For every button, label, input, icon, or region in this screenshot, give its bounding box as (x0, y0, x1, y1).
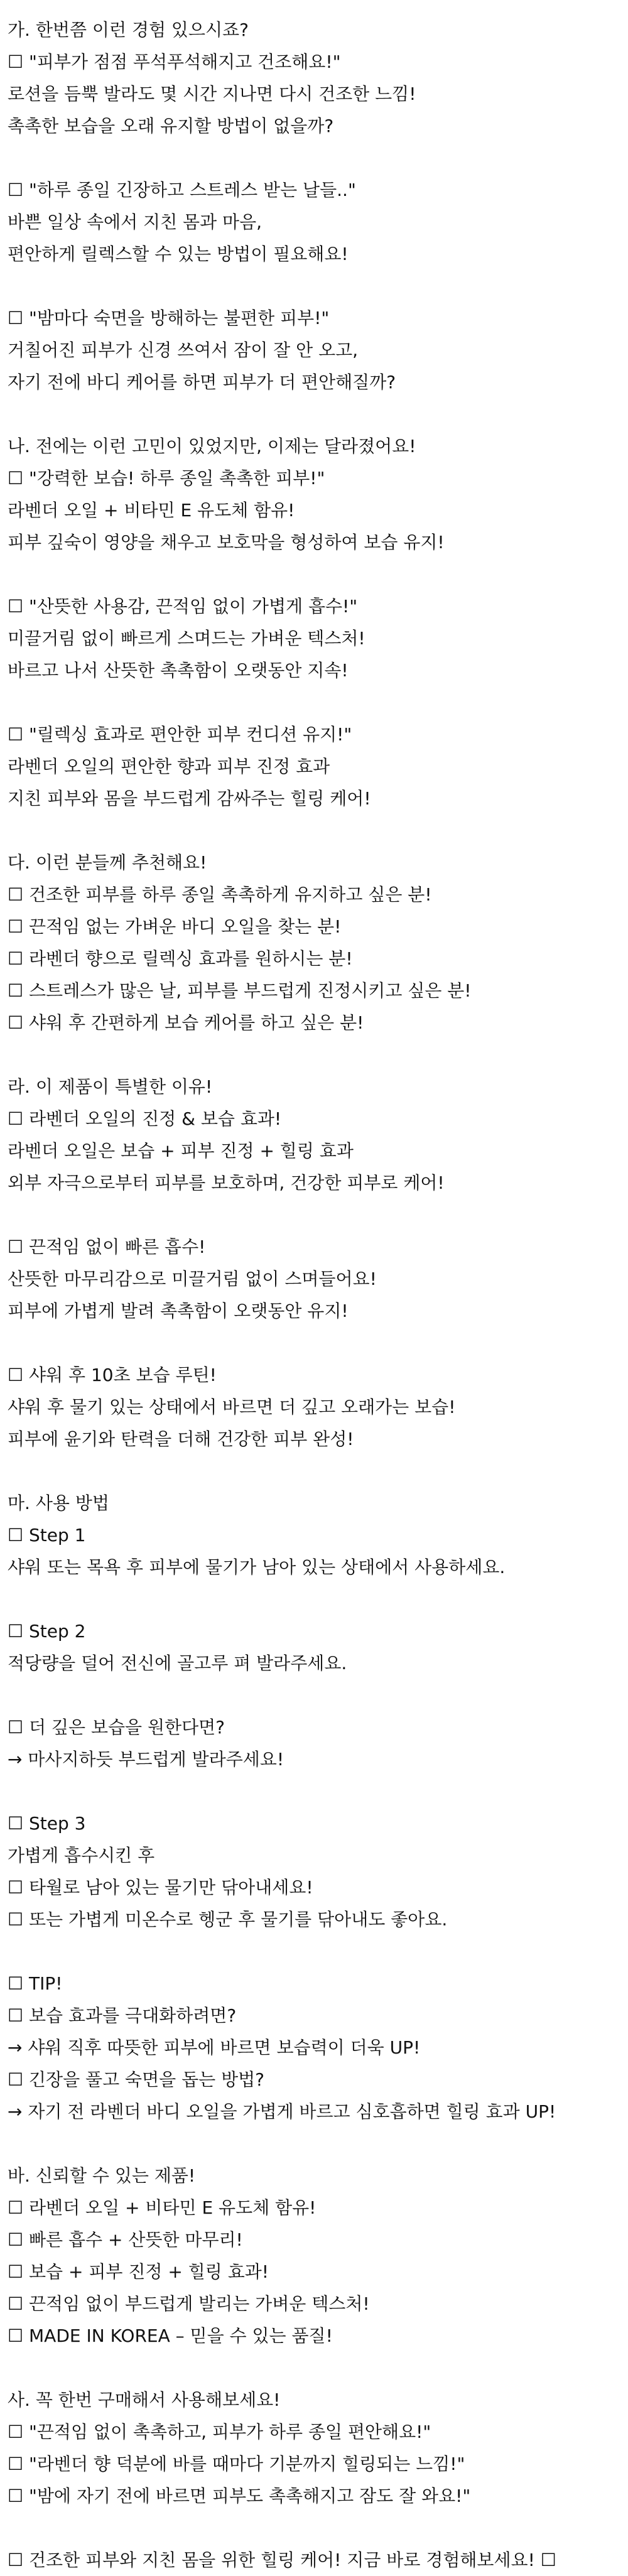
text-line: 라벤더 오일 + 비타민 E 유도체 함유! (8, 500, 295, 521)
blank-line (8, 2352, 620, 2384)
text-line: ☐ "끈적임 없이 촉촉하고, 피부가 하루 종일 편안해요!" (8, 2422, 431, 2442)
text-line: ☐ 타월로 남아 있는 물기만 닦아내세요! (8, 1877, 313, 1898)
text-line: 바. 신뢰할 수 있는 제품! (8, 2165, 196, 2186)
text-line: ☐ "릴렉싱 효과로 편안한 피부 컨디션 유지!" (8, 724, 352, 745)
text-line: ☐ "밤마다 숙면을 방해하는 불편한 피부!" (8, 308, 330, 328)
text-line: 피부에 가볍게 발려 촉촉함이 오랫동안 유지! (8, 1301, 349, 1321)
text-line: → 마사지하듯 부드럽게 발라주세요! (8, 1749, 284, 1770)
blank-line (8, 142, 620, 174)
text-line: ☐ "하루 종일 긴장하고 스트레스 받는 날들.." (8, 180, 356, 200)
text-line: ☐ 긴장을 풀고 숙면을 돕는 방법? (8, 2069, 265, 2090)
text-line: 라. 이 제품이 특별한 이유! (8, 1076, 213, 1097)
text-line: 산뜻한 마무리감으로 미끌거림 없이 스며들어요! (8, 1269, 377, 1289)
blank-line (8, 1327, 620, 1359)
blank-line (8, 2128, 620, 2160)
text-line: 바쁜 일상 속에서 지친 몸과 마음, (8, 212, 263, 232)
text-line: ☐ 보습 + 피부 진정 + 힐링 효과! (8, 2261, 269, 2282)
text-line: ☐ "라벤더 향 덕분에 바를 때마다 기분까지 힐링되는 느낌!" (8, 2454, 465, 2474)
text-line: ☐ "밤에 자기 전에 바르면 피부도 촉촉해지고 잠도 잘 와요!" (8, 2486, 471, 2506)
text-line: ☐ 끈적임 없는 가벼운 바디 오일을 찾는 분! (8, 916, 342, 937)
blank-line (8, 2512, 620, 2544)
text-line: 가볍게 흡수시킨 후 (8, 1845, 155, 1866)
text-line: 미끌거림 없이 빠르게 스며드는 가벼운 텍스처! (8, 628, 365, 649)
text-line: 외부 자극으로부터 피부를 보호하며, 건강한 피부로 케어! (8, 1172, 445, 1193)
text-line: 바르고 나서 산뜻한 촉촉함이 오랫동안 지속! (8, 660, 349, 681)
text-line: 사. 꼭 한번 구매해서 사용해보세요! (8, 2389, 281, 2410)
text-line: 다. 이런 분들께 추천해요! (8, 852, 207, 873)
blank-line (8, 1775, 620, 1807)
text-line: ☐ 라벤더 오일의 진정 & 보습 효과! (8, 1108, 282, 1129)
text-line: ☐ MADE IN KOREA – 믿을 수 있는 품질! (8, 2325, 333, 2346)
blank-line (8, 814, 620, 847)
text-line: 촉촉한 보습을 오래 유지할 방법이 없을까? (8, 116, 334, 136)
text-line: ☐ 더 깊은 보습을 원한다면? (8, 1717, 225, 1738)
text-line: ☐ 또는 가볍게 미온수로 헹군 후 물기를 닦아내도 좋아요. (8, 1909, 448, 1930)
text-line: 피부 깊숙이 영양을 채우고 보호막을 형성하여 보습 유지! (8, 532, 445, 553)
text-line: 편안하게 릴렉스할 수 있는 방법이 필요해요! (8, 244, 349, 264)
blank-line (8, 270, 620, 302)
text-line: ☐ 건조한 피부와 지친 몸을 위한 힐링 케어! 지금 바로 경험해보세요! ☐ (8, 2550, 556, 2570)
text-line: ☐ "산뜻한 사용감, 끈적임 없이 가볍게 흡수!" (8, 596, 358, 617)
text-line: 자기 전에 바디 케어를 하면 피부가 더 편안해질까? (8, 372, 396, 392)
text-line: 나. 전에는 이런 고민이 있었지만, 이제는 달라졌어요! (8, 436, 416, 457)
blank-line (8, 1935, 620, 1967)
blank-line (8, 1455, 620, 1487)
text-line: ☐ 라벤더 오일 + 비타민 E 유도체 함유! (8, 2197, 317, 2218)
text-line: ☐ 끈적임 없이 빠른 흡수! (8, 1237, 206, 1257)
blank-line (8, 558, 620, 590)
text-line: → 자기 전 라벤더 바디 오일을 가볍게 바르고 심호흡하면 힐링 효과 UP! (8, 2101, 556, 2122)
text-line: ☐ 끈적임 없이 부드럽게 발리는 가벼운 텍스처! (8, 2293, 370, 2314)
text-line: ☐ 샤워 후 10초 보습 루틴! (8, 1365, 217, 1385)
text-line: ☐ 건조한 피부를 하루 종일 촉촉하게 유지하고 싶은 분! (8, 884, 432, 905)
text-line: 라벤더 오일은 보습 + 피부 진정 + 힐링 효과 (8, 1140, 354, 1161)
text-line: ☐ 빠른 흡수 + 산뜻한 마무리! (8, 2229, 243, 2250)
text-line: 라벤더 오일의 편안한 향과 피부 진정 효과 (8, 756, 330, 777)
text-line: ☐ Step 3 (8, 1813, 86, 1834)
text-line: ☐ 라벤더 향으로 릴렉싱 효과를 원하시는 분! (8, 948, 353, 969)
text-line: 지친 피부와 몸을 부드럽게 감싸주는 힐링 케어! (8, 788, 371, 809)
blank-line (8, 1039, 620, 1071)
text-line: ☐ 스트레스가 많은 날, 피부를 부드럽게 진정시키고 싶은 분! (8, 980, 472, 1001)
text-line: 적당량을 덜어 전신에 골고루 펴 발라주세요. (8, 1653, 347, 1674)
text-line: 가. 한번쯤 이런 경험 있으시죠? (8, 19, 249, 40)
text-line: 샤워 후 물기 있는 상태에서 바르면 더 깊고 오래가는 보습! (8, 1397, 456, 1417)
blank-line (8, 1583, 620, 1615)
blank-line (8, 1679, 620, 1711)
product-description-document (8, 14, 620, 2576)
text-line: 거칠어진 피부가 신경 쓰여서 잠이 잘 안 오고, (8, 340, 359, 360)
text-line: ☐ 보습 효과를 극대화하려면? (8, 2005, 237, 2026)
text-line: ☐ Step 2 (8, 1621, 86, 1642)
blank-line (8, 686, 620, 718)
text-line: → 샤워 직후 따뜻한 피부에 바르면 보습력이 더욱 UP! (8, 2037, 421, 2058)
blank-line (8, 398, 620, 430)
text-line: 피부에 윤기와 탄력을 더해 건강한 피부 완성! (8, 1429, 354, 1449)
text-line: ☐ "피부가 점점 푸석푸석해지고 건조해요!" (8, 51, 341, 72)
blank-line (8, 1199, 620, 1231)
text-line: 로션을 듬뿍 발라도 몇 시간 지나면 다시 건조한 느낌! (8, 84, 416, 104)
text-line: ☐ "강력한 보습! 하루 종일 촉촉한 피부!" (8, 468, 325, 489)
text-line: ☐ Step 1 (8, 1525, 86, 1545)
text-line: 샤워 또는 목욕 후 피부에 물기가 남아 있는 상태에서 사용하세요. (8, 1557, 506, 1578)
text-line: ☐ TIP! (8, 1973, 63, 1994)
text-line: ☐ 샤워 후 간편하게 보습 케어를 하고 싶은 분! (8, 1012, 364, 1033)
text-line: 마. 사용 방법 (8, 1493, 109, 1513)
